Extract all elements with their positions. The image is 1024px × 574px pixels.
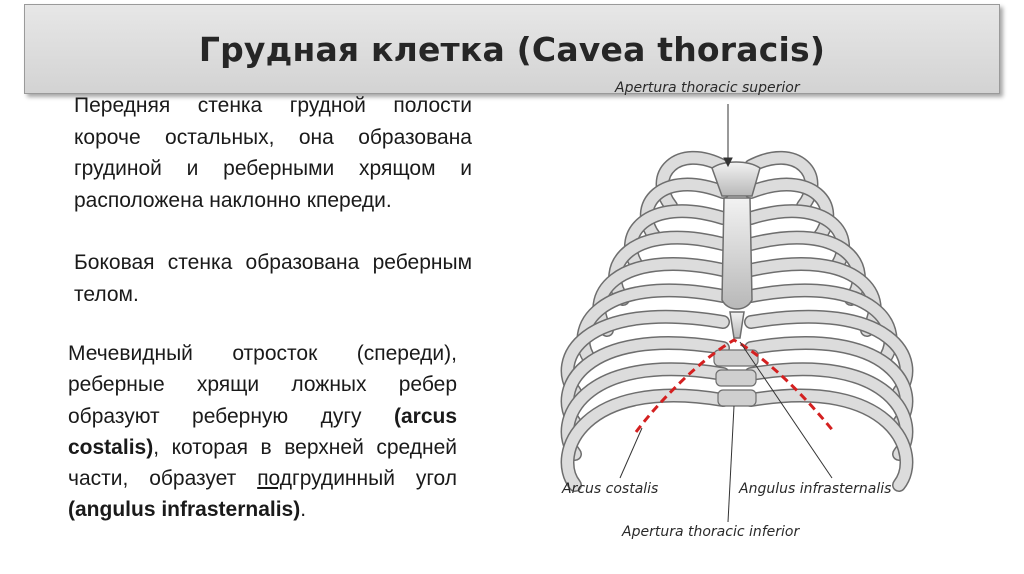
paragraph-anterior-wall: Передняя стенка грудной полости короче остальных, она образована грудиной и реберными хрящом и расположена наклонно кпереди. <box>74 94 472 212</box>
label-apertura-superior: Apertura thoracic superior <box>615 80 800 96</box>
rib-outline <box>568 396 723 485</box>
label-apertura-inferior: Apertura thoracic inferior <box>622 524 800 540</box>
slide-title: Грудная клетка (Cavea thoracis) <box>198 29 826 69</box>
term-arcus-costalis: (arcus costalis) <box>68 404 457 459</box>
label-angulus-infrasternalis: Angulus infrasternalis <box>739 481 892 497</box>
term-angulus-infrasternalis: (angulus infrasternalis) <box>68 498 301 522</box>
text-segment: грудинный угол <box>292 467 458 491</box>
rib <box>751 396 906 485</box>
text-segment: Мечевидный отросток (спереди), реберные хрящи ложных ребер образуют реберную дугу <box>68 342 457 428</box>
label-arcus-costalis: Arcus costalis <box>562 481 659 497</box>
paragraph-lateral-wall: Боковая стенка образована реберным телом. <box>74 251 472 306</box>
paragraph-costal-arch <box>32 338 457 526</box>
underlined-prefix: под <box>257 467 293 491</box>
rib-outline <box>751 396 906 485</box>
rib <box>568 396 723 485</box>
text-segment: . <box>300 498 307 522</box>
text-segment: , которая в верхней средней части, образует <box>68 435 457 491</box>
